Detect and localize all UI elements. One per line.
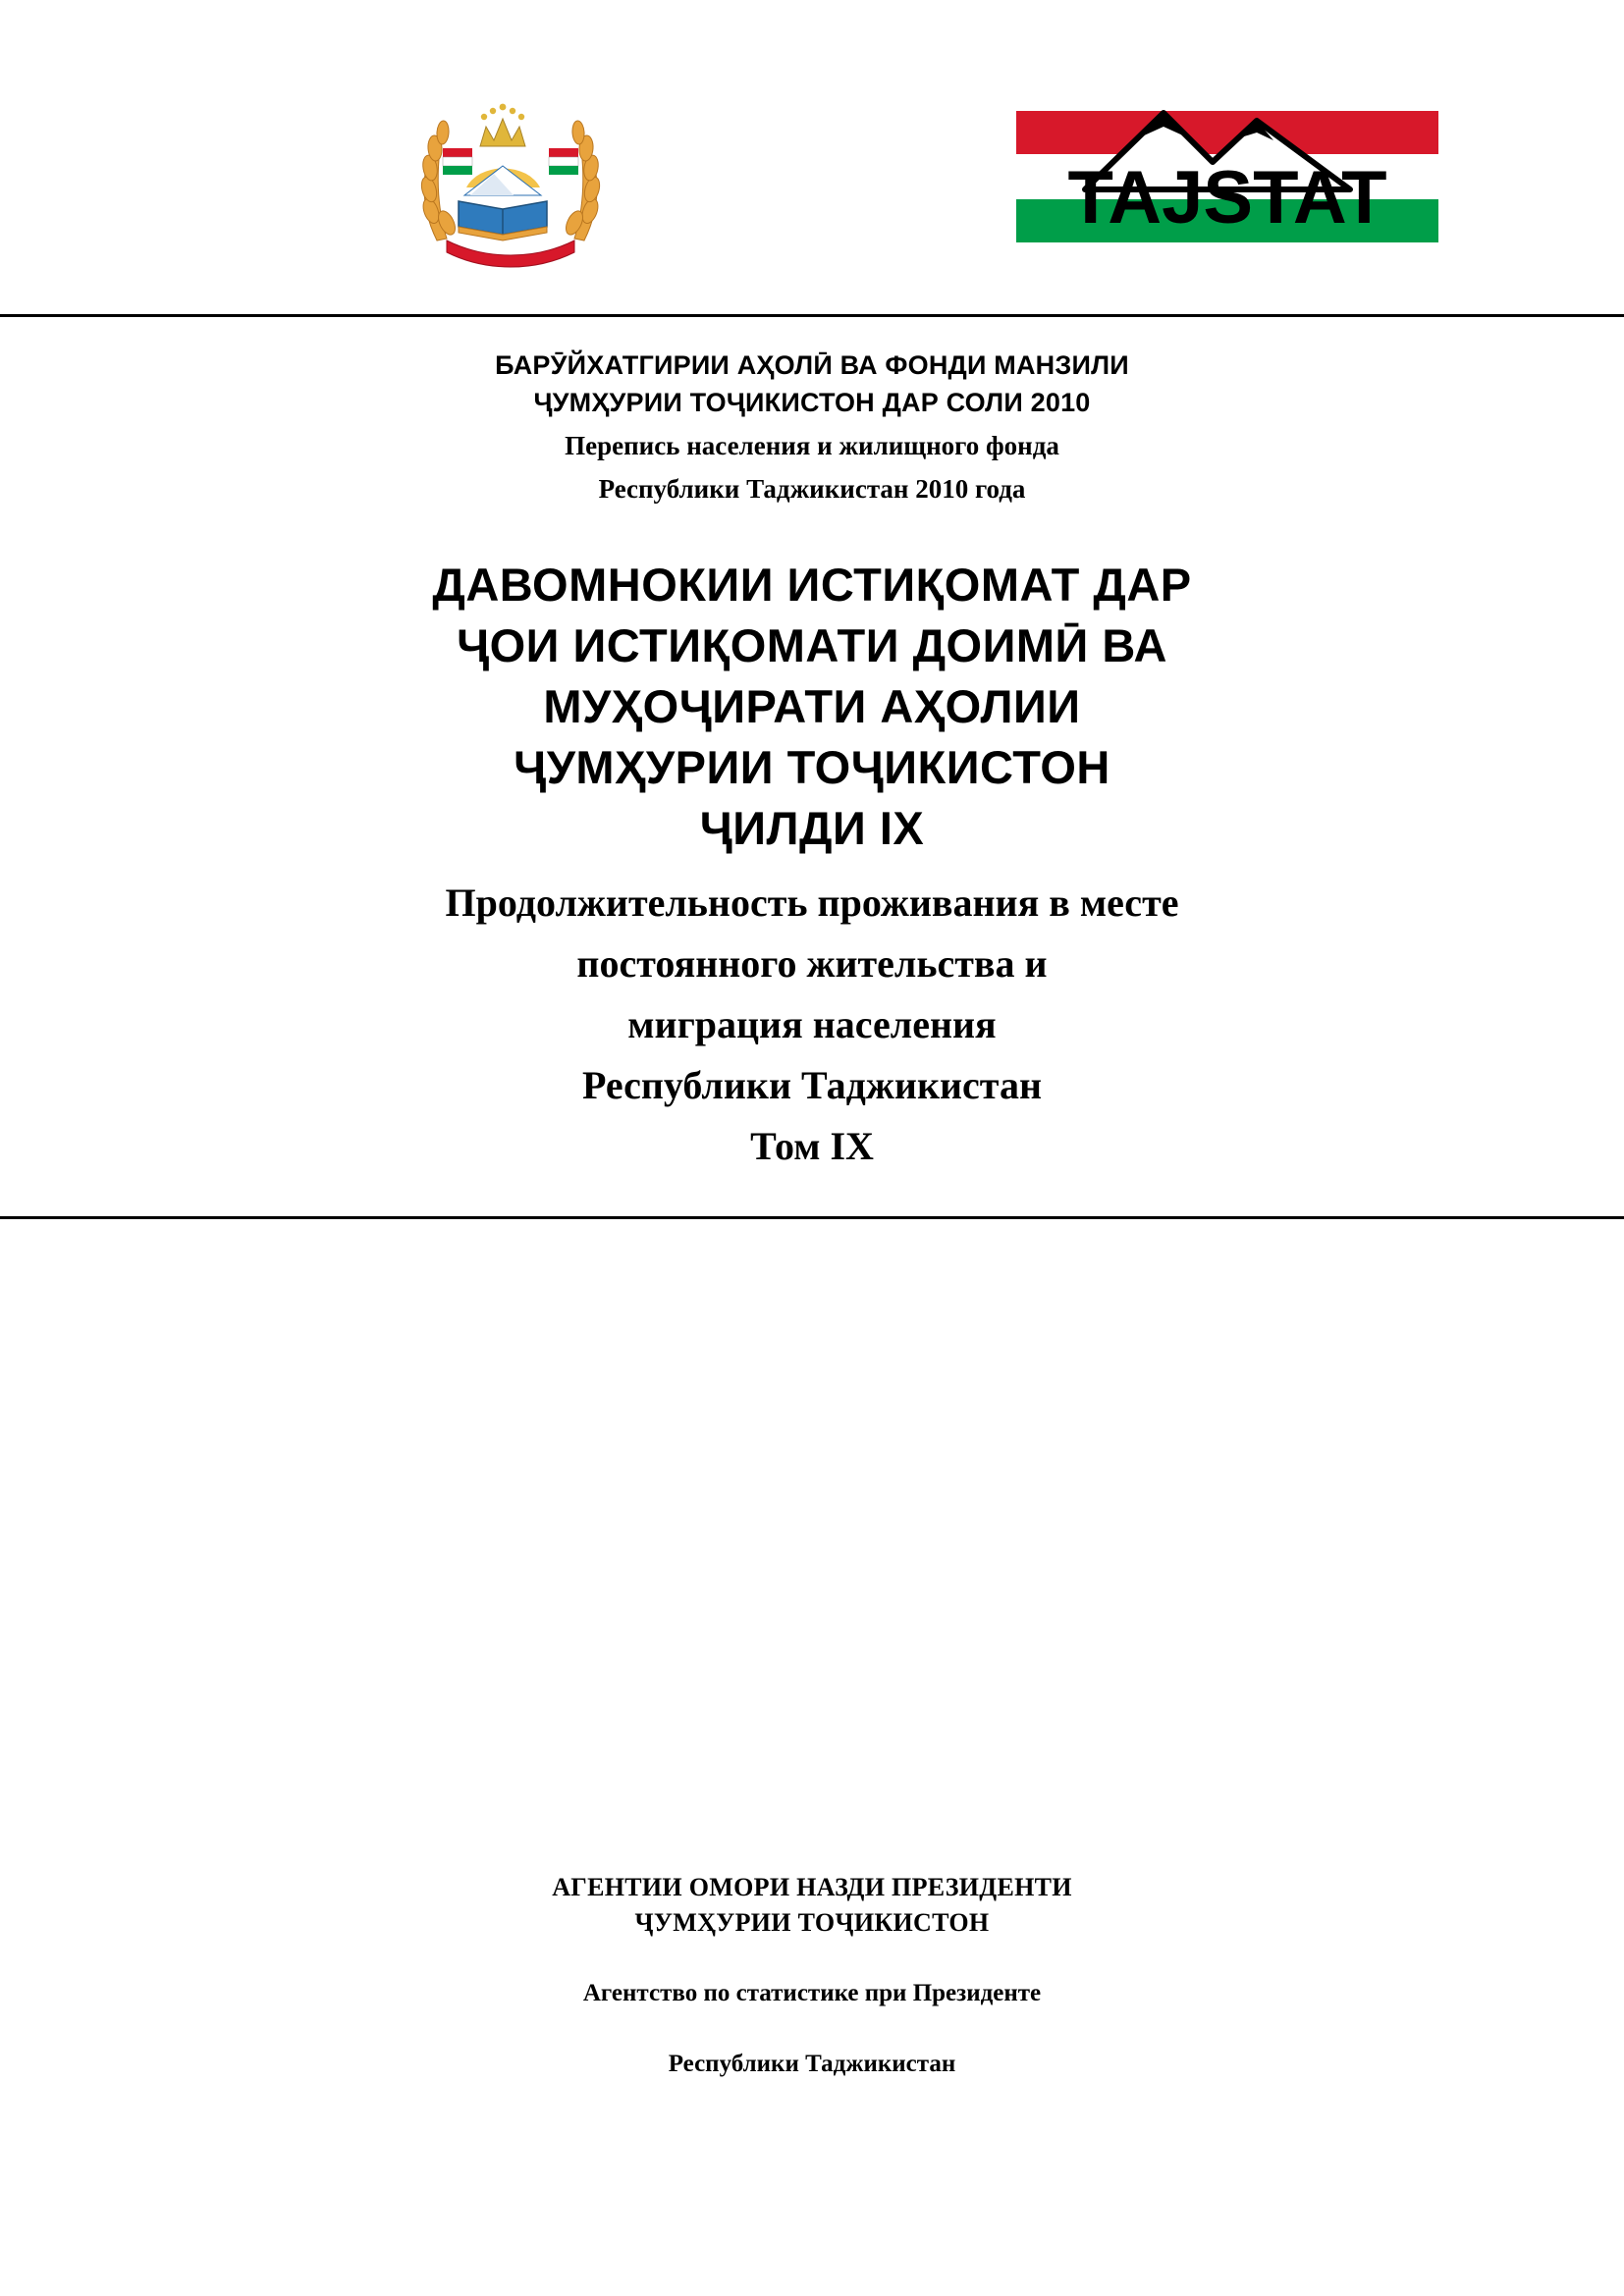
title-ru-volume: Том IX (750, 1124, 874, 1168)
header-tj-line1: БАРӮЙХАТГИРИИ АҲОЛӢ ВА ФОНДИ МАНЗИЛИ (495, 350, 1129, 380)
title-ru-line4: Республики Таджикистан (581, 1063, 1042, 1107)
title-tj-line4: ҶУМҲУРИИ ТОҶИКИСТОН (514, 741, 1110, 793)
title-tajik (0, 555, 1624, 859)
agency-tj-line1: АГЕНТИИ ОМОРИ НАЗДИ ПРЕЗИДЕНТИ (552, 1873, 1072, 1901)
agency-ru-line2: Республики Таджикистан (668, 2051, 956, 2077)
divider-bottom (0, 1216, 1624, 1219)
title-ru-line1: Продолжительность проживания в месте (445, 881, 1179, 925)
logo-band (0, 0, 1624, 314)
agency-ru-line1: Агентство по статистике при Президенте (582, 1980, 1042, 2006)
title-russian (0, 873, 1624, 1177)
header-tj-line2: ҶУМҲУРИИ ТОҶИКИСТОН ДАР СОЛИ 2010 (533, 388, 1091, 417)
tajstat-logo (1016, 93, 1438, 275)
state-emblem-icon (407, 93, 614, 285)
title-tj-line1: ДАВОМНОКИИ ИСТИҚОМАТ ДАР (432, 559, 1192, 611)
title-ru-line3: миграция населения (627, 1002, 997, 1046)
title-tj-volume: ҶИЛДИ IX (699, 802, 925, 854)
title-tj-line3: МУҲОҶИРАТИ АҲОЛИИ (543, 680, 1081, 732)
agency-tj-line2: ҶУМҲУРИИ ТОҶИКИСТОН (634, 1908, 990, 1937)
header-ru-line2: Республики Таджикистан 2010 года (598, 474, 1026, 504)
title-ru-line2: постоянного жительства и (576, 941, 1048, 986)
header-ru-line1: Перепись населения и жилищного фонда (565, 431, 1059, 460)
agency-block (0, 1870, 1624, 2082)
title-tj-line2: ҶОИ ИСТИҚОМАТИ ДОИМӢ ВА (457, 619, 1167, 671)
tajstat-wordmark: TAJSTAT (1067, 156, 1387, 240)
census-header (0, 317, 1624, 507)
